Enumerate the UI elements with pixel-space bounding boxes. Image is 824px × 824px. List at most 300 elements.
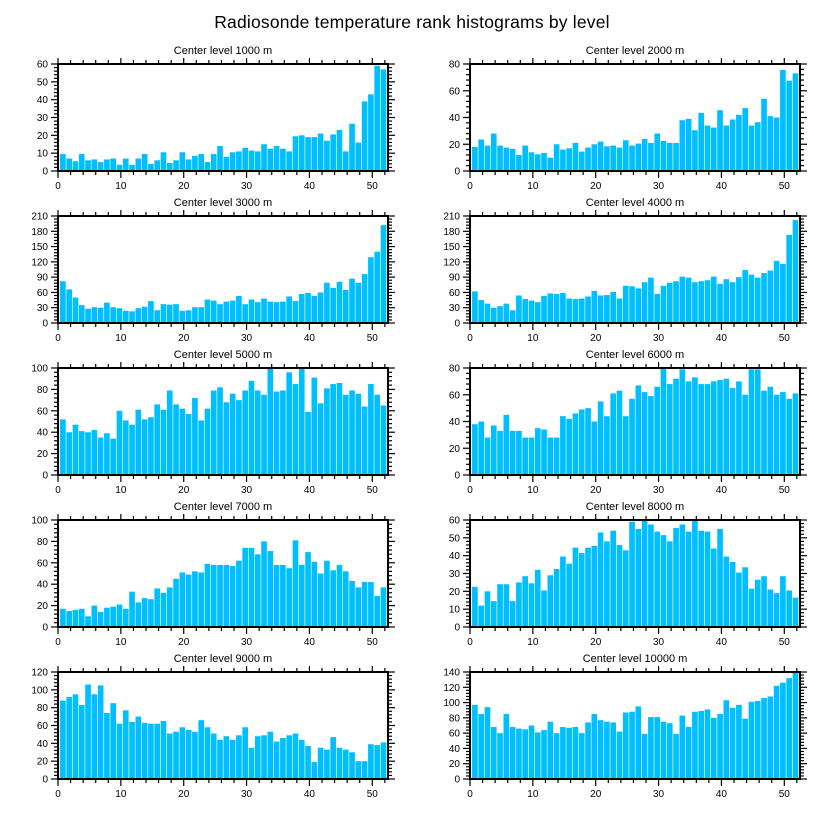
bar — [617, 299, 623, 323]
bar — [192, 307, 198, 323]
bar — [205, 409, 211, 475]
bar — [541, 430, 547, 475]
bar — [774, 686, 780, 779]
bar — [793, 598, 799, 627]
bar — [60, 154, 66, 171]
x-tick-label: 40 — [303, 637, 315, 648]
y-tick-label: 180 — [31, 226, 48, 238]
bar — [680, 369, 686, 475]
bar — [362, 407, 368, 475]
bar — [255, 736, 261, 779]
bar — [274, 742, 280, 779]
x-tick-label: 10 — [527, 485, 539, 496]
bar — [529, 726, 535, 780]
x-tick-label: 50 — [778, 485, 790, 496]
plot-6000m — [412, 362, 818, 501]
bar — [478, 300, 484, 323]
x-tick-label: 30 — [241, 333, 253, 344]
bar — [148, 599, 154, 627]
x-tick-label: 10 — [115, 333, 127, 344]
bars — [60, 66, 386, 171]
bar — [510, 601, 516, 627]
y-tick-label: 20 — [36, 601, 48, 613]
y-tick-label: 0 — [454, 622, 460, 634]
bar — [485, 707, 491, 779]
bar — [104, 713, 110, 779]
bar — [661, 141, 667, 171]
bar — [217, 304, 223, 323]
bar — [104, 303, 110, 323]
bar — [368, 582, 374, 627]
bar — [374, 66, 380, 171]
bar — [554, 294, 560, 323]
bar — [711, 549, 717, 627]
bar — [686, 532, 692, 627]
bar — [186, 310, 192, 323]
bar — [79, 154, 85, 171]
x-tick-label: 50 — [778, 789, 790, 800]
bar — [268, 368, 274, 475]
bar — [110, 439, 116, 475]
bar — [478, 606, 484, 627]
bar — [510, 310, 516, 323]
bar — [623, 550, 629, 627]
bar — [541, 153, 547, 171]
bar — [648, 143, 654, 171]
x-tick-label: 10 — [115, 181, 127, 192]
bar — [173, 160, 179, 171]
y-tick-label: 60 — [448, 390, 460, 402]
bar — [749, 702, 755, 779]
bar — [198, 572, 204, 627]
bar — [566, 728, 572, 779]
bar — [592, 291, 598, 323]
bar — [362, 274, 368, 323]
bar — [598, 532, 604, 627]
bar — [268, 149, 274, 171]
y-tick-label: 60 — [36, 721, 48, 732]
bar — [205, 300, 211, 323]
bar — [548, 438, 554, 475]
bar — [312, 378, 318, 475]
bar — [673, 528, 679, 627]
bar — [186, 575, 192, 627]
bar — [217, 387, 223, 475]
bar — [337, 748, 343, 779]
bar — [491, 601, 497, 627]
bar — [673, 734, 679, 779]
bar — [299, 368, 305, 475]
bar — [623, 140, 629, 171]
x-tick-label: 40 — [303, 333, 315, 344]
bar — [110, 159, 116, 171]
y-tick-label: 90 — [448, 272, 460, 284]
bar — [104, 159, 110, 171]
bar — [330, 737, 336, 779]
y-tick-label: 60 — [448, 287, 460, 299]
bar — [261, 395, 267, 475]
bar — [786, 235, 792, 323]
bar — [60, 701, 66, 779]
bar — [142, 723, 148, 779]
y-tick-label: 60 — [448, 515, 460, 527]
y-tick-label: 90 — [36, 272, 48, 284]
y-tick-label: 20 — [448, 139, 460, 151]
bar — [318, 292, 324, 323]
bar — [117, 411, 123, 475]
y-tick-label: 40 — [448, 551, 460, 563]
y-tick-label: 120 — [443, 682, 460, 694]
bar — [66, 611, 72, 627]
bar — [337, 565, 343, 627]
bar — [692, 712, 698, 779]
bar — [761, 698, 767, 779]
bar — [205, 162, 211, 171]
x-tick-label: 50 — [778, 637, 790, 648]
bar — [573, 727, 579, 779]
bar — [356, 142, 362, 171]
bar — [356, 394, 362, 475]
bar — [636, 706, 642, 779]
bar — [472, 705, 478, 779]
x-tick-label: 10 — [115, 485, 127, 496]
bar — [680, 277, 686, 323]
y-tick-label: 40 — [448, 743, 460, 755]
y-tick-label: 40 — [448, 417, 460, 428]
bar — [211, 154, 217, 171]
bar — [261, 144, 267, 171]
y-tick-label: 80 — [448, 363, 460, 375]
chart-title-3000m: Center level 3000 m — [173, 197, 273, 209]
bar — [60, 609, 66, 627]
y-tick-label: 80 — [448, 59, 460, 71]
chart-title-2000m: Center level 2000 m — [585, 45, 685, 57]
bar — [522, 299, 528, 323]
bar — [667, 384, 673, 475]
bar — [648, 396, 654, 475]
bar — [478, 422, 484, 476]
bar — [522, 576, 528, 627]
bar — [485, 591, 491, 627]
bar — [472, 587, 478, 627]
bar — [478, 140, 484, 171]
bar — [661, 286, 667, 323]
bar — [349, 279, 355, 323]
x-tick-label: 50 — [366, 637, 378, 648]
bar — [286, 372, 292, 475]
bar — [560, 557, 566, 627]
x-tick-label: 30 — [241, 789, 253, 800]
bar — [261, 541, 267, 627]
bar — [497, 306, 503, 323]
y-tick-label: 0 — [454, 166, 460, 178]
y-tick-label: 30 — [36, 303, 48, 315]
bar — [98, 308, 104, 323]
x-tick-label: 30 — [241, 181, 253, 192]
bar — [217, 740, 223, 779]
bar — [129, 311, 135, 323]
y-tick-label: 210 — [31, 211, 48, 223]
bar — [548, 158, 554, 171]
bar — [742, 567, 748, 627]
bar — [667, 541, 673, 627]
bar — [318, 748, 324, 779]
bar — [92, 430, 98, 475]
bar — [236, 561, 242, 627]
y-tick-label: 20 — [448, 443, 460, 455]
y-tick-label: 120 — [31, 257, 48, 269]
bar — [780, 576, 786, 627]
plot-1000m — [0, 58, 406, 197]
bar — [774, 395, 780, 475]
x-tick-label: 50 — [778, 333, 790, 344]
bar — [642, 139, 648, 171]
bar — [629, 286, 635, 323]
bar — [98, 685, 104, 779]
bar — [85, 616, 91, 627]
bar — [522, 729, 528, 779]
x-tick-label: 0 — [467, 333, 473, 344]
bar — [154, 310, 160, 323]
bar — [793, 73, 799, 171]
bar — [274, 392, 280, 475]
y-tick-label: 80 — [36, 703, 48, 715]
bar — [510, 727, 516, 779]
y-tick-label: 100 — [31, 363, 48, 375]
bar — [560, 150, 566, 171]
bar — [768, 271, 774, 323]
bar — [60, 281, 66, 323]
bar — [255, 151, 261, 171]
bar — [217, 565, 223, 627]
bar — [318, 134, 324, 171]
bar — [73, 610, 79, 627]
x-tick-label: 0 — [55, 637, 61, 648]
y-tick-label: 100 — [443, 698, 460, 710]
x-tick-label: 0 — [467, 789, 473, 800]
bar — [623, 286, 629, 323]
bar — [154, 160, 160, 171]
x-tick-label: 40 — [303, 181, 315, 192]
plot-5000m — [0, 362, 406, 501]
bar — [623, 713, 629, 779]
bar — [374, 596, 380, 627]
bar — [123, 420, 129, 475]
y-tick-label: 40 — [36, 579, 48, 591]
x-tick-label: 30 — [241, 637, 253, 648]
bar — [522, 438, 528, 475]
bar — [724, 557, 730, 627]
bar — [774, 118, 780, 172]
bar — [85, 160, 91, 171]
bar — [362, 761, 368, 779]
bar — [324, 283, 330, 323]
bar — [136, 602, 142, 627]
bar — [516, 582, 522, 627]
bar — [554, 569, 560, 627]
bar — [211, 301, 217, 323]
bar — [180, 727, 186, 779]
x-tick-label: 0 — [55, 485, 61, 496]
bar — [529, 301, 535, 323]
bar — [736, 277, 742, 323]
bar — [680, 120, 686, 171]
bar — [749, 275, 755, 323]
bar — [529, 152, 535, 171]
bar — [280, 390, 286, 475]
bar — [205, 564, 211, 627]
bar — [598, 720, 604, 779]
bar — [761, 273, 767, 323]
chart-center-level-1000m — [0, 45, 406, 197]
bar — [579, 299, 585, 323]
x-tick-label: 40 — [715, 181, 727, 192]
bar — [579, 553, 585, 627]
bars — [472, 368, 798, 475]
bar — [560, 727, 566, 779]
bar — [142, 307, 148, 323]
bar — [629, 522, 635, 627]
chart-title-5000m: Center level 5000 m — [173, 349, 273, 361]
bar — [604, 541, 610, 627]
bar — [617, 148, 623, 171]
bar — [761, 576, 767, 627]
bar — [548, 722, 554, 779]
bar — [761, 99, 767, 171]
bar — [92, 159, 98, 171]
bar — [585, 297, 591, 324]
bar — [485, 146, 491, 171]
page-title: Radiosonde temperature rank histograms by level — [214, 12, 610, 32]
bar — [566, 299, 572, 323]
bar — [755, 369, 761, 475]
bar — [592, 546, 598, 627]
bar — [104, 433, 110, 475]
bar — [368, 384, 374, 475]
bar — [566, 564, 572, 627]
plot-3000m — [0, 210, 406, 349]
bar — [686, 278, 692, 323]
bar — [249, 548, 255, 627]
bar — [548, 293, 554, 323]
bar — [592, 714, 598, 779]
bar — [230, 301, 236, 323]
bar — [330, 134, 336, 171]
bar — [293, 734, 299, 779]
bar — [324, 561, 330, 627]
bar — [497, 584, 503, 627]
bar — [698, 711, 704, 779]
bar — [305, 293, 311, 323]
bar — [242, 727, 248, 779]
bar — [337, 383, 343, 475]
bar — [705, 709, 711, 779]
bar — [717, 380, 723, 475]
x-tick-label: 30 — [653, 789, 665, 800]
bar — [368, 257, 374, 323]
bar — [485, 304, 491, 323]
x-tick-label: 10 — [115, 789, 127, 800]
bar — [692, 282, 698, 323]
bar — [312, 137, 318, 171]
x-tick-label: 40 — [715, 789, 727, 800]
chart-center-level-2000m — [412, 45, 818, 197]
bar — [554, 144, 560, 171]
y-tick-label: 100 — [31, 685, 48, 697]
bar — [261, 735, 267, 779]
bar — [85, 309, 91, 323]
bar — [786, 678, 792, 779]
bar — [85, 432, 91, 475]
bar — [579, 733, 585, 779]
bar — [560, 293, 566, 323]
y-tick-label: 20 — [448, 759, 460, 771]
x-tick-label: 40 — [303, 485, 315, 496]
bar — [167, 163, 173, 171]
bar — [349, 752, 355, 779]
bar — [755, 122, 761, 171]
bar — [362, 582, 368, 627]
bar — [224, 736, 230, 779]
bar — [629, 399, 635, 475]
bar — [472, 147, 478, 171]
y-tick-label: 80 — [36, 384, 48, 396]
bar — [148, 724, 154, 779]
y-tick-label: 40 — [36, 95, 48, 107]
bar — [705, 126, 711, 171]
bar — [711, 277, 717, 323]
y-tick-label: 0 — [454, 774, 460, 786]
bar — [224, 157, 230, 171]
y-tick-label: 0 — [42, 622, 48, 634]
bar — [224, 302, 230, 323]
bar — [504, 304, 510, 323]
x-tick-label: 20 — [178, 333, 190, 344]
bar — [598, 142, 604, 171]
bar — [491, 426, 497, 475]
bar — [161, 410, 167, 475]
bar — [667, 143, 673, 171]
bar — [274, 565, 280, 627]
bar — [516, 729, 522, 779]
bar — [268, 732, 274, 779]
bar — [491, 134, 497, 171]
bar — [66, 289, 72, 323]
bar — [497, 733, 503, 779]
bar — [312, 562, 318, 627]
bars — [472, 70, 798, 171]
x-tick-label: 0 — [55, 333, 61, 344]
bar — [642, 392, 648, 475]
bar — [604, 146, 610, 171]
bar — [535, 154, 541, 171]
bar — [636, 385, 642, 475]
bars — [472, 520, 798, 627]
chart-title-9000m: Center level 9000 m — [173, 653, 273, 665]
chart-center-level-4000m — [412, 197, 818, 349]
bar — [573, 548, 579, 627]
bar — [230, 394, 236, 475]
bar — [349, 581, 355, 627]
bar — [123, 159, 129, 171]
y-tick-label: 20 — [36, 449, 48, 461]
bar — [673, 379, 679, 475]
bar — [337, 282, 343, 323]
bar — [485, 438, 491, 475]
x-tick-label: 10 — [527, 333, 539, 344]
y-tick-label: 0 — [42, 166, 48, 178]
bar — [236, 296, 242, 323]
